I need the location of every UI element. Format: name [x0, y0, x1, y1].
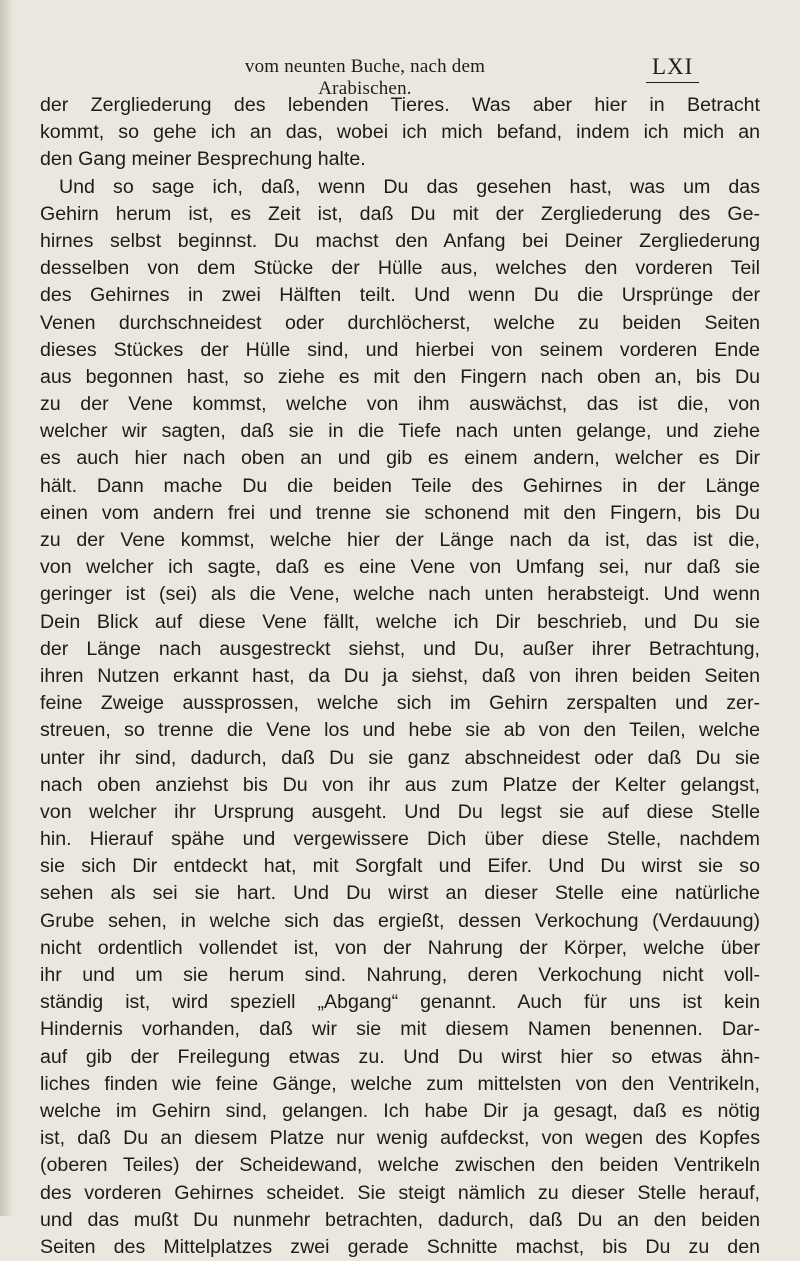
text-line: hält. Dann mache Du die beiden Teile des Gehirnes in der Länge: [40, 474, 760, 497]
text-line: ihr und um sie herum sind. Nahrung, deren Verkochung nicht voll-: [40, 964, 760, 986]
body-text: [40, 92, 760, 1261]
text-line: (oberen Teiles) der Scheidewand, welche zwischen den beiden Ventrikeln: [40, 1154, 760, 1177]
text-line: streuen, so trenne die Vene los und hebe sie ab von den Teilen, welche: [40, 719, 760, 742]
text-line: desselben von dem Stücke der Hülle aus, welches den vorderen Teil: [40, 257, 760, 280]
running-title: vom neunten Buche, nach dem Arabischen.: [244, 56, 486, 99]
text-line: kommt, so gehe ich an das, wobei ich mich befand, indem ich mich an: [40, 121, 760, 144]
text-line: zu der Vene kommst, welche hier der Länge nach da ist, das ist die,: [40, 529, 760, 551]
text-line: aus begonnen hast, so ziehe es mit den Fingern nach oben an, bis Du: [40, 365, 760, 388]
text-line: ist, daß Du an diesem Platze nur wenig aufdeckst, von wegen des Kopfes: [40, 1127, 760, 1150]
text-line: sie sich Dir entdeckt hat, mit Sorgfalt und Eifer. Und Du wirst sie so: [40, 855, 760, 878]
text-line: den Gang meiner Besprechung halte.: [40, 148, 366, 171]
text-line: der Länge nach ausgestreckt siehst, und Du, außer ihrer Betrachtung,: [40, 637, 760, 660]
text-line: Venen durchschneidest oder durchlöcherst, welche zu beiden Seiten: [40, 311, 760, 334]
text-line: ständig ist, wird speziell „Abgang“ genannt. Auch für uns ist kein: [40, 991, 760, 1014]
text-line: und das mußt Du nunmehr betrachten, dadurch, daß Du an den beiden: [40, 1208, 760, 1231]
text-line: hirnes selbst beginnst. Du machst den Anfang bei Deiner Zergliederung: [40, 229, 760, 252]
text-line: auf gib der Freilegung etwas zu. Und Du wirst hier so etwas ähn-: [40, 1045, 760, 1068]
text-line: ihren Nutzen erkannt hast, da Du ja siehst, daß von ihren beiden Seiten: [40, 664, 760, 687]
text-line: feine Zweige aussprossen, welche sich im Gehirn zerspalten und zer-: [40, 692, 760, 715]
text-line: Grube sehen, in welche sich das ergießt, dessen Verkochung (Verdauung): [40, 909, 760, 932]
text-line: von welcher ihr Ursprung ausgeht. Und Du legst sie auf diese Stelle: [40, 800, 760, 823]
text-line: es auch hier nach oben an und gib es einem andern, welcher es Dir: [40, 447, 760, 470]
text-line: hin. Hierauf spähe und vergewissere Dich über diese Stelle, nachdem: [40, 828, 760, 851]
text-line: Hindernis vorhanden, daß wir sie mit diesem Namen benennen. Dar-: [40, 1018, 760, 1041]
text-line: nach oben anziehst bis Du von ihr aus zum Platze der Kelter gelangst,: [40, 773, 760, 796]
binding-shadow: [0, 0, 14, 1216]
text-line: nicht ordentlich vollendet ist, von der Nahrung der Körper, welche über: [40, 936, 760, 959]
text-line: Gehirn herum ist, es Zeit ist, daß Du mit der Zergliederung des Ge-: [40, 202, 760, 225]
text-line: dieses Stückes der Hülle sind, und hierbei von seinem vorderen Ende: [40, 338, 760, 361]
text-line: zu der Vene kommst, welche von ihm auswächst, das ist die, von: [40, 393, 760, 416]
text-line: welche im Gehirn sind, gelangen. Ich habe Dir ja gesagt, daß es nötig: [40, 1099, 760, 1122]
page-header: [0, 52, 800, 99]
text-line: welcher wir sagten, daß sie in die Tiefe nach unten gelange, und ziehe: [40, 420, 760, 443]
page-number: LXI: [646, 54, 699, 83]
text-line: der Zergliederung des lebenden Tieres. Was aber hier in Betracht: [40, 94, 760, 116]
text-line: Seiten des Mittelplatzes zwei gerade Schnitte machst, bis Du zu den: [40, 1235, 760, 1258]
text-line: unter ihr sind, dadurch, daß Du sie ganz abschneidest oder daß Du sie: [40, 746, 760, 769]
text-line: des vorderen Gehirnes scheidet. Sie steigt nämlich zu dieser Stelle herauf,: [40, 1181, 760, 1204]
text-line: einen vom andern frei und trenne sie schonend mit den Fingern, bis Du: [40, 501, 760, 524]
text-line: des Gehirnes in zwei Hälften teilt. Und wenn Du die Ursprünge der: [40, 284, 760, 307]
text-line: Und so sage ich, daß, wenn Du das gesehen hast, was um das: [59, 175, 760, 198]
text-line: liches finden wie feine Gänge, welche zum mittelsten von den Ventrikeln,: [40, 1072, 760, 1095]
text-line: sehen als sei sie hart. Und Du wirst an dieser Stelle eine natürliche: [40, 882, 760, 905]
text-line: geringer ist (sei) als die Vene, welche nach unten herabsteigt. Und wenn: [40, 583, 760, 606]
text-line: Dein Blick auf diese Vene fällt, welche ich Dir beschrieb, und Du sie: [40, 610, 760, 633]
text-line: von welcher ich sagte, daß es eine Vene von Umfang sei, nur daß sie: [40, 556, 760, 579]
